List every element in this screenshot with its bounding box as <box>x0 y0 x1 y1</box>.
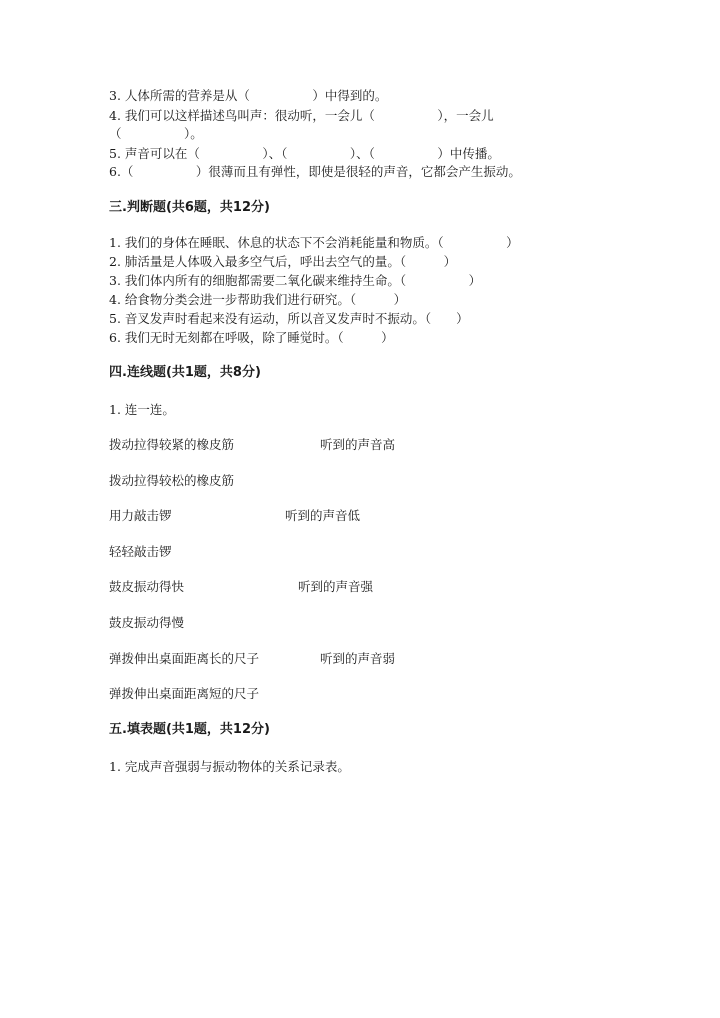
fill-question-4-line2: （ ）。 <box>109 126 203 141</box>
match-left-item: 轻轻敲击锣 <box>109 544 172 559</box>
fill-question-5: 5. 声音可以在（ ）、（ ）、（ ）中传播。 <box>109 146 500 161</box>
fill-question-3: 3. 人体所需的营养是从（ ）中得到的。 <box>109 88 388 103</box>
match-right-item: 听到的声音强 <box>298 579 374 594</box>
judgement-item: 2. 肺活量是人体吸入最多空气后，呼出去空气的量。（ ） <box>109 254 457 269</box>
match-left-item: 鼓皮振动得慢 <box>109 615 185 630</box>
match-left-item: 拨动拉得较松的橡皮筋 <box>109 473 235 488</box>
match-left-item: 拨动拉得较紧的橡皮筋 <box>109 437 235 452</box>
matching-question: 1. 连一连。 <box>109 402 175 417</box>
judgement-item: 6. 我们无时无刻都在呼吸，除了睡觉时。（ ） <box>109 330 394 345</box>
match-right-item: 听到的声音弱 <box>320 651 396 666</box>
match-left-item: 弹拨伸出桌面距离长的尺子 <box>109 651 260 666</box>
match-left-item: 鼓皮振动得快 <box>109 579 185 594</box>
judgement-item: 3. 我们体内所有的细胞都需要二氧化碳来维持生命。（ ） <box>109 273 482 288</box>
judgement-item: 1. 我们的身体在睡眠、休息的状态下不会消耗能量和物质。（ ） <box>109 235 519 250</box>
section-heading-table: 五.填表题(共1题，共12分) <box>109 722 270 737</box>
section-heading-matching: 四.连线题(共1题，共8分) <box>109 365 261 380</box>
judgement-item: 5. 音叉发声时看起来没有运动，所以音叉发声时不振动。（ ） <box>109 311 469 326</box>
judgement-item: 4. 给食物分类会进一步帮助我们进行研究。（ ） <box>109 292 407 307</box>
fill-question-4-line1: 4. 我们可以这样描述鸟叫声：很动听，一会儿（ ），一会儿 <box>109 108 494 123</box>
match-left-item: 用力敲击锣 <box>109 508 172 523</box>
fill-question-6: 6.（ ）很薄而且有弹性，即使是很轻的声音，它都会产生振动。 <box>109 164 521 179</box>
table-question: 1. 完成声音强弱与振动物体的关系记录表。 <box>109 759 350 774</box>
section-heading-judgement: 三.判断题(共6题，共12分) <box>109 200 270 215</box>
match-left-item: 弹拨伸出桌面距离短的尺子 <box>109 686 260 701</box>
match-right-item: 听到的声音高 <box>320 437 396 452</box>
match-right-item: 听到的声音低 <box>285 508 361 523</box>
